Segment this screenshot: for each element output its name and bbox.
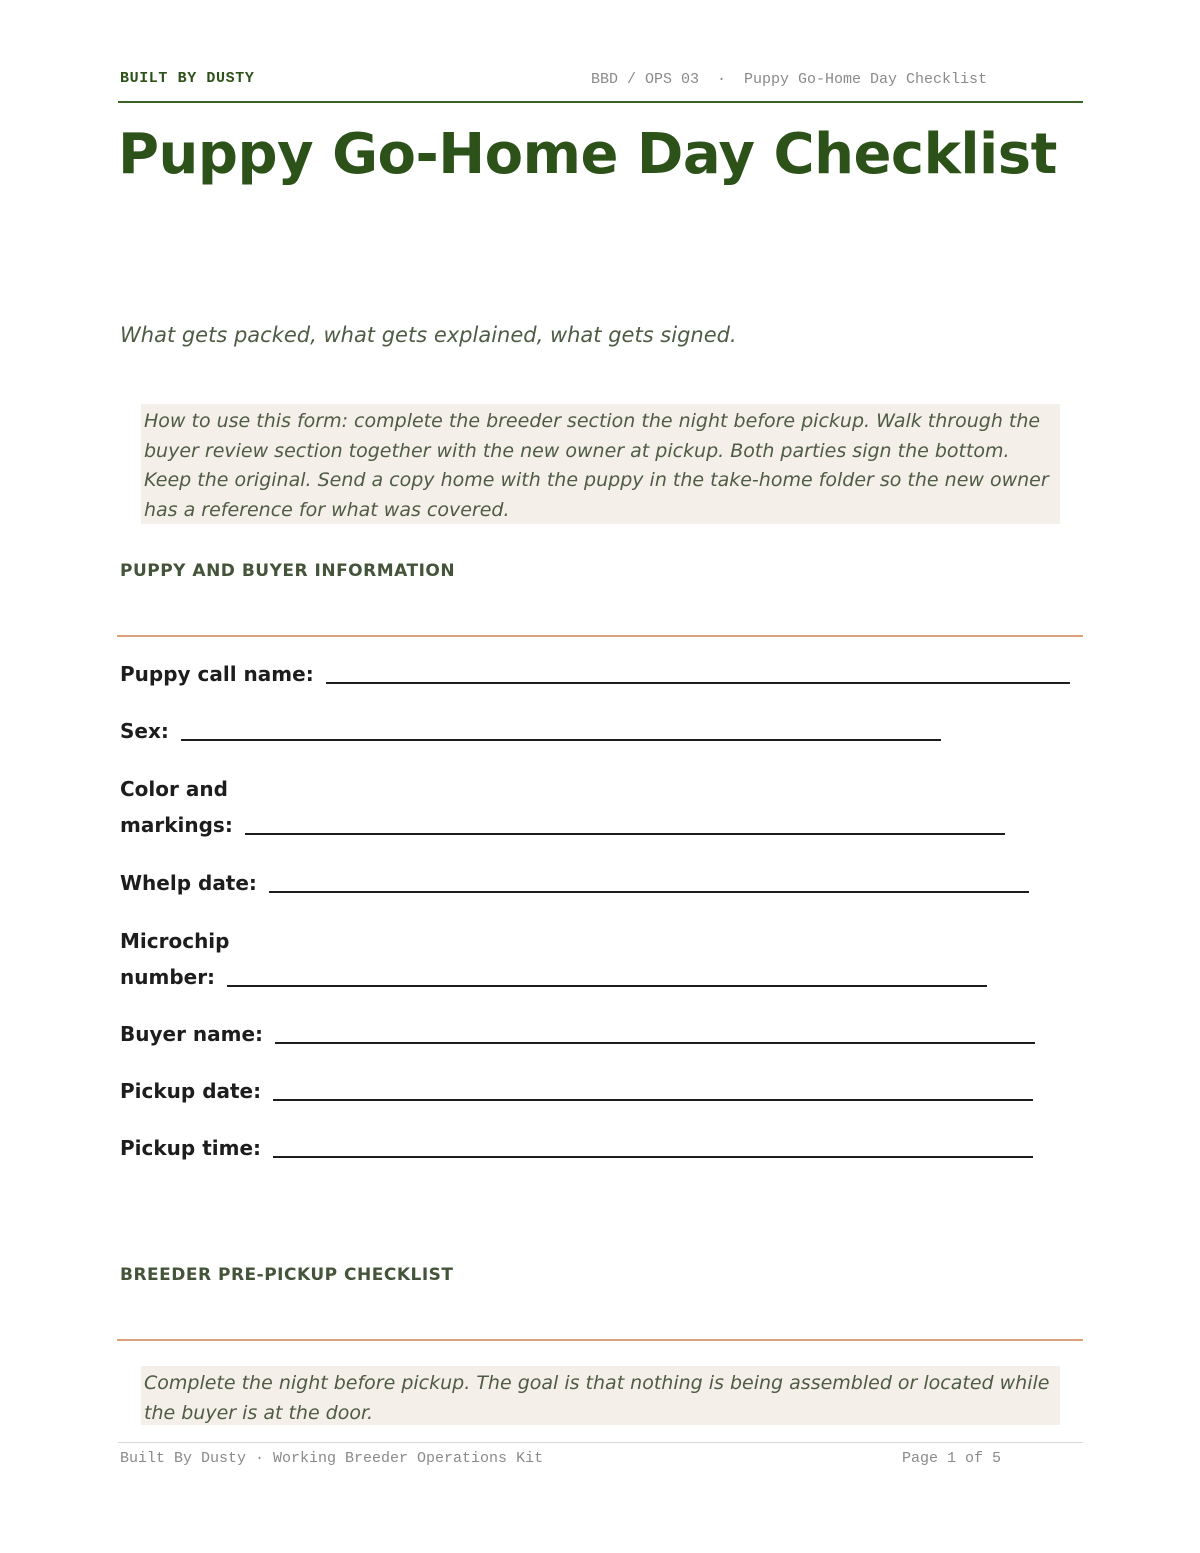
field-buyer-name[interactable]: [120, 1022, 1035, 1046]
fill-in-line[interactable]: [275, 1042, 1035, 1044]
field-sex[interactable]: [120, 719, 941, 743]
field-label: Pickup date:: [120, 1079, 262, 1103]
field-label: number:: [120, 965, 216, 989]
field-label-line1: Microchip: [120, 929, 230, 953]
field-label: markings:: [120, 813, 233, 837]
header-divider: [118, 101, 1083, 103]
field-puppy-call-name[interactable]: [120, 662, 1070, 686]
page-subtitle: What gets packed, what gets explained, what gets signed.: [120, 323, 737, 347]
field-color-markings[interactable]: [120, 813, 1005, 837]
section-heading-breeder-checklist: BREEDER PRE-PICKUP CHECKLIST: [120, 1265, 454, 1285]
field-label: Whelp date:: [120, 871, 257, 895]
fill-in-line[interactable]: [326, 682, 1070, 684]
section-divider: [117, 635, 1083, 637]
brand-name: BUILT BY DUSTY: [120, 70, 255, 87]
breeder-checklist-note: Complete the night before pickup. The goal is that nothing is being assembled or located while the buyer is at the door.: [141, 1366, 1060, 1425]
field-label-line1: Color and: [120, 777, 228, 801]
field-pickup-time[interactable]: [120, 1136, 1033, 1160]
field-label: Pickup time:: [120, 1136, 262, 1160]
section-divider: [117, 1339, 1083, 1341]
field-label: Buyer name:: [120, 1022, 264, 1046]
footer-divider: [118, 1442, 1083, 1443]
field-microchip-number[interactable]: [120, 965, 987, 989]
fill-in-line[interactable]: [181, 739, 941, 741]
fill-in-line[interactable]: [227, 985, 987, 987]
field-label: Puppy call name:: [120, 662, 314, 686]
fill-in-line[interactable]: [273, 1099, 1033, 1101]
fill-in-line[interactable]: [245, 833, 1005, 835]
section-heading-puppy-buyer: PUPPY AND BUYER INFORMATION: [120, 561, 456, 581]
footer-title: Built By Dusty · Working Breeder Operations Kit: [120, 1450, 544, 1467]
document-reference: BBD / OPS 03 · Puppy Go-Home Day Checklist: [591, 71, 988, 88]
field-pickup-date[interactable]: [120, 1079, 1033, 1103]
fill-in-line[interactable]: [273, 1156, 1033, 1158]
instructions-note: How to use this form: complete the breeder section the night before pickup. Walk through the buyer review section together with the new owner at pickup. Both parties sign the bottom. Keep the original. Send a copy home with the puppy in the take-home folder so the new owner has a reference for what was covered.: [141, 404, 1060, 524]
page-title: Puppy Go-Home Day Checklist: [118, 122, 1057, 187]
fill-in-line[interactable]: [269, 891, 1029, 893]
field-whelp-date[interactable]: [120, 871, 1029, 895]
page-number: Page 1 of 5: [902, 1450, 1002, 1467]
field-label: Sex:: [120, 719, 169, 743]
